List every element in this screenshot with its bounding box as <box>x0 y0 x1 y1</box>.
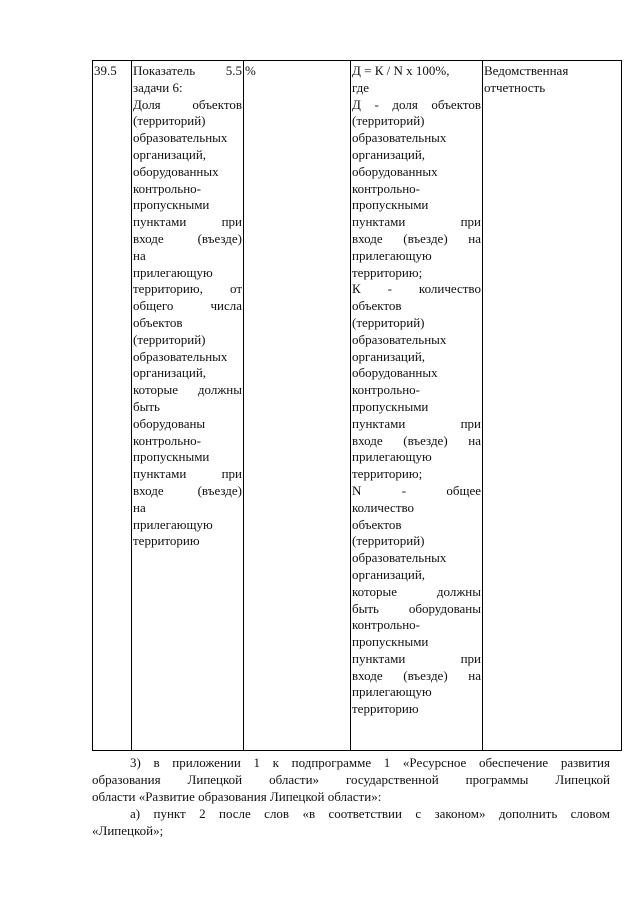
cell-text-line: N - общее <box>352 482 481 498</box>
paragraph-a <box>92 805 610 839</box>
source-text-line: отчетность <box>484 79 546 95</box>
cell-text-line: Д - доля объектов <box>352 96 481 112</box>
cell-text-line: которые должны <box>352 583 481 599</box>
cell-text-line: пунктами при <box>352 650 481 666</box>
cell-text-line: образовательных <box>352 130 447 146</box>
table-row <box>93 61 622 751</box>
cell-text-line: (территорий) <box>352 314 425 330</box>
paragraph-line: области «Развитие образования Липецкой области»: <box>92 789 382 804</box>
cell-text-line: объектов <box>352 298 402 314</box>
cell-text-line: оборудованных <box>133 163 219 179</box>
cell-text-line: прилегающую <box>133 516 213 532</box>
cell-text-line: организаций, <box>352 348 426 364</box>
cell-text-line: пунктами при <box>133 466 242 482</box>
cell-text-line: количество <box>352 499 415 515</box>
cell-text-line: прилегающую <box>352 247 432 263</box>
cell-text-line: пунктами при <box>133 214 242 230</box>
cell-text-line: организаций, <box>352 566 426 582</box>
cell-text-line: пунктами при <box>352 415 481 431</box>
cell-text-line: территорию; <box>352 466 423 482</box>
source-text-line: Ведомственная <box>484 63 569 78</box>
cell-text-line: объектов <box>133 314 183 330</box>
cell-text-line: образовательных <box>352 331 447 347</box>
cell-text-line: Доля объектов <box>133 96 242 112</box>
cell-text-line: К - количество <box>352 281 481 297</box>
paragraph-3 <box>92 754 610 805</box>
cell-text-line: где <box>352 79 370 95</box>
indicator-name-cell <box>132 61 244 751</box>
row-number-cell <box>93 61 132 751</box>
paragraph-line: а) пункт 2 после слов «в соответствии с законом» дополнить словом <box>130 806 610 821</box>
unit-cell <box>244 61 351 751</box>
cell-text-line: образовательных <box>133 130 228 146</box>
cell-text-line: (территорий) <box>133 331 206 347</box>
cell-text-line: пунктами при <box>352 214 481 230</box>
cell-text-line: контрольно- <box>352 617 420 633</box>
cell-text-line: входе (въезде) на <box>352 667 481 683</box>
cell-text-line: (территорий) <box>352 113 425 129</box>
cell-text-line: образовательных <box>133 348 228 364</box>
cell-text-line: входе (въезде) на <box>352 432 481 448</box>
cell-text-line: пропускными <box>352 398 429 414</box>
cell-text-line: территорию, от <box>133 281 242 297</box>
cell-text-line: организаций, <box>133 365 207 381</box>
cell-text-line: пропускными <box>133 197 210 213</box>
cell-text-line: входе (въезде) <box>133 482 242 498</box>
paragraph-line: «Липецкой»; <box>92 823 164 838</box>
cell-text-line: контрольно- <box>352 180 420 196</box>
cell-text-line: организаций, <box>352 146 426 162</box>
cell-text-line: прилегающую <box>352 684 432 700</box>
cell-text-line: Показатель 5.5 <box>133 63 242 78</box>
cell-text-line: Д = К / N x 100%, <box>352 63 450 78</box>
row-number: 39.5 <box>94 63 117 78</box>
paragraph-line: образования Липецкой области» государственной программы Липецкой <box>92 772 610 787</box>
cell-text-line: общего числа <box>133 298 242 314</box>
paragraph-line: 3) в приложении 1 к подпрограмме 1 «Ресурсное обеспечение развития <box>130 755 610 770</box>
formula-cell <box>351 61 483 751</box>
cell-text-line: задачи 6: <box>133 79 183 95</box>
cell-text-line: входе (въезде) на <box>352 230 481 246</box>
cell-text-line: образовательных <box>352 550 447 566</box>
cell-text-line: пропускными <box>352 197 429 213</box>
cell-text-line: оборудованных <box>352 163 438 179</box>
cell-text-line: которые должны <box>133 382 242 398</box>
cell-text-line: на <box>133 499 146 515</box>
cell-text-line: входе (въезде) <box>133 230 242 246</box>
cell-text-line: (территорий) <box>352 533 425 549</box>
cell-text-line: территорию <box>133 533 200 549</box>
cell-text-line: прилегающую <box>133 264 213 280</box>
cell-text-line: прилегающую <box>352 449 432 465</box>
cell-text-line: контрольно- <box>352 382 420 398</box>
cell-text-line: объектов <box>352 516 402 532</box>
cell-text-line: оборудованных <box>352 365 438 381</box>
source-cell <box>483 61 622 751</box>
cell-text-line: территорию <box>352 701 419 717</box>
cell-text-line: организаций, <box>133 146 207 162</box>
cell-text-line: контрольно- <box>133 180 201 196</box>
unit-value: % <box>245 63 256 78</box>
cell-text-line: пропускными <box>352 634 429 650</box>
cell-text-line: быть оборудованы <box>352 600 481 616</box>
indicator-table <box>92 60 622 751</box>
cell-text-line: контрольно- <box>133 432 201 448</box>
cell-text-line: территорию; <box>352 264 423 280</box>
cell-text-line: быть <box>133 398 160 414</box>
cell-text-line: оборудованы <box>133 415 206 431</box>
cell-text-line: (территорий) <box>133 113 206 129</box>
cell-text-line: на <box>133 247 146 263</box>
cell-text-line: пропускными <box>133 449 210 465</box>
